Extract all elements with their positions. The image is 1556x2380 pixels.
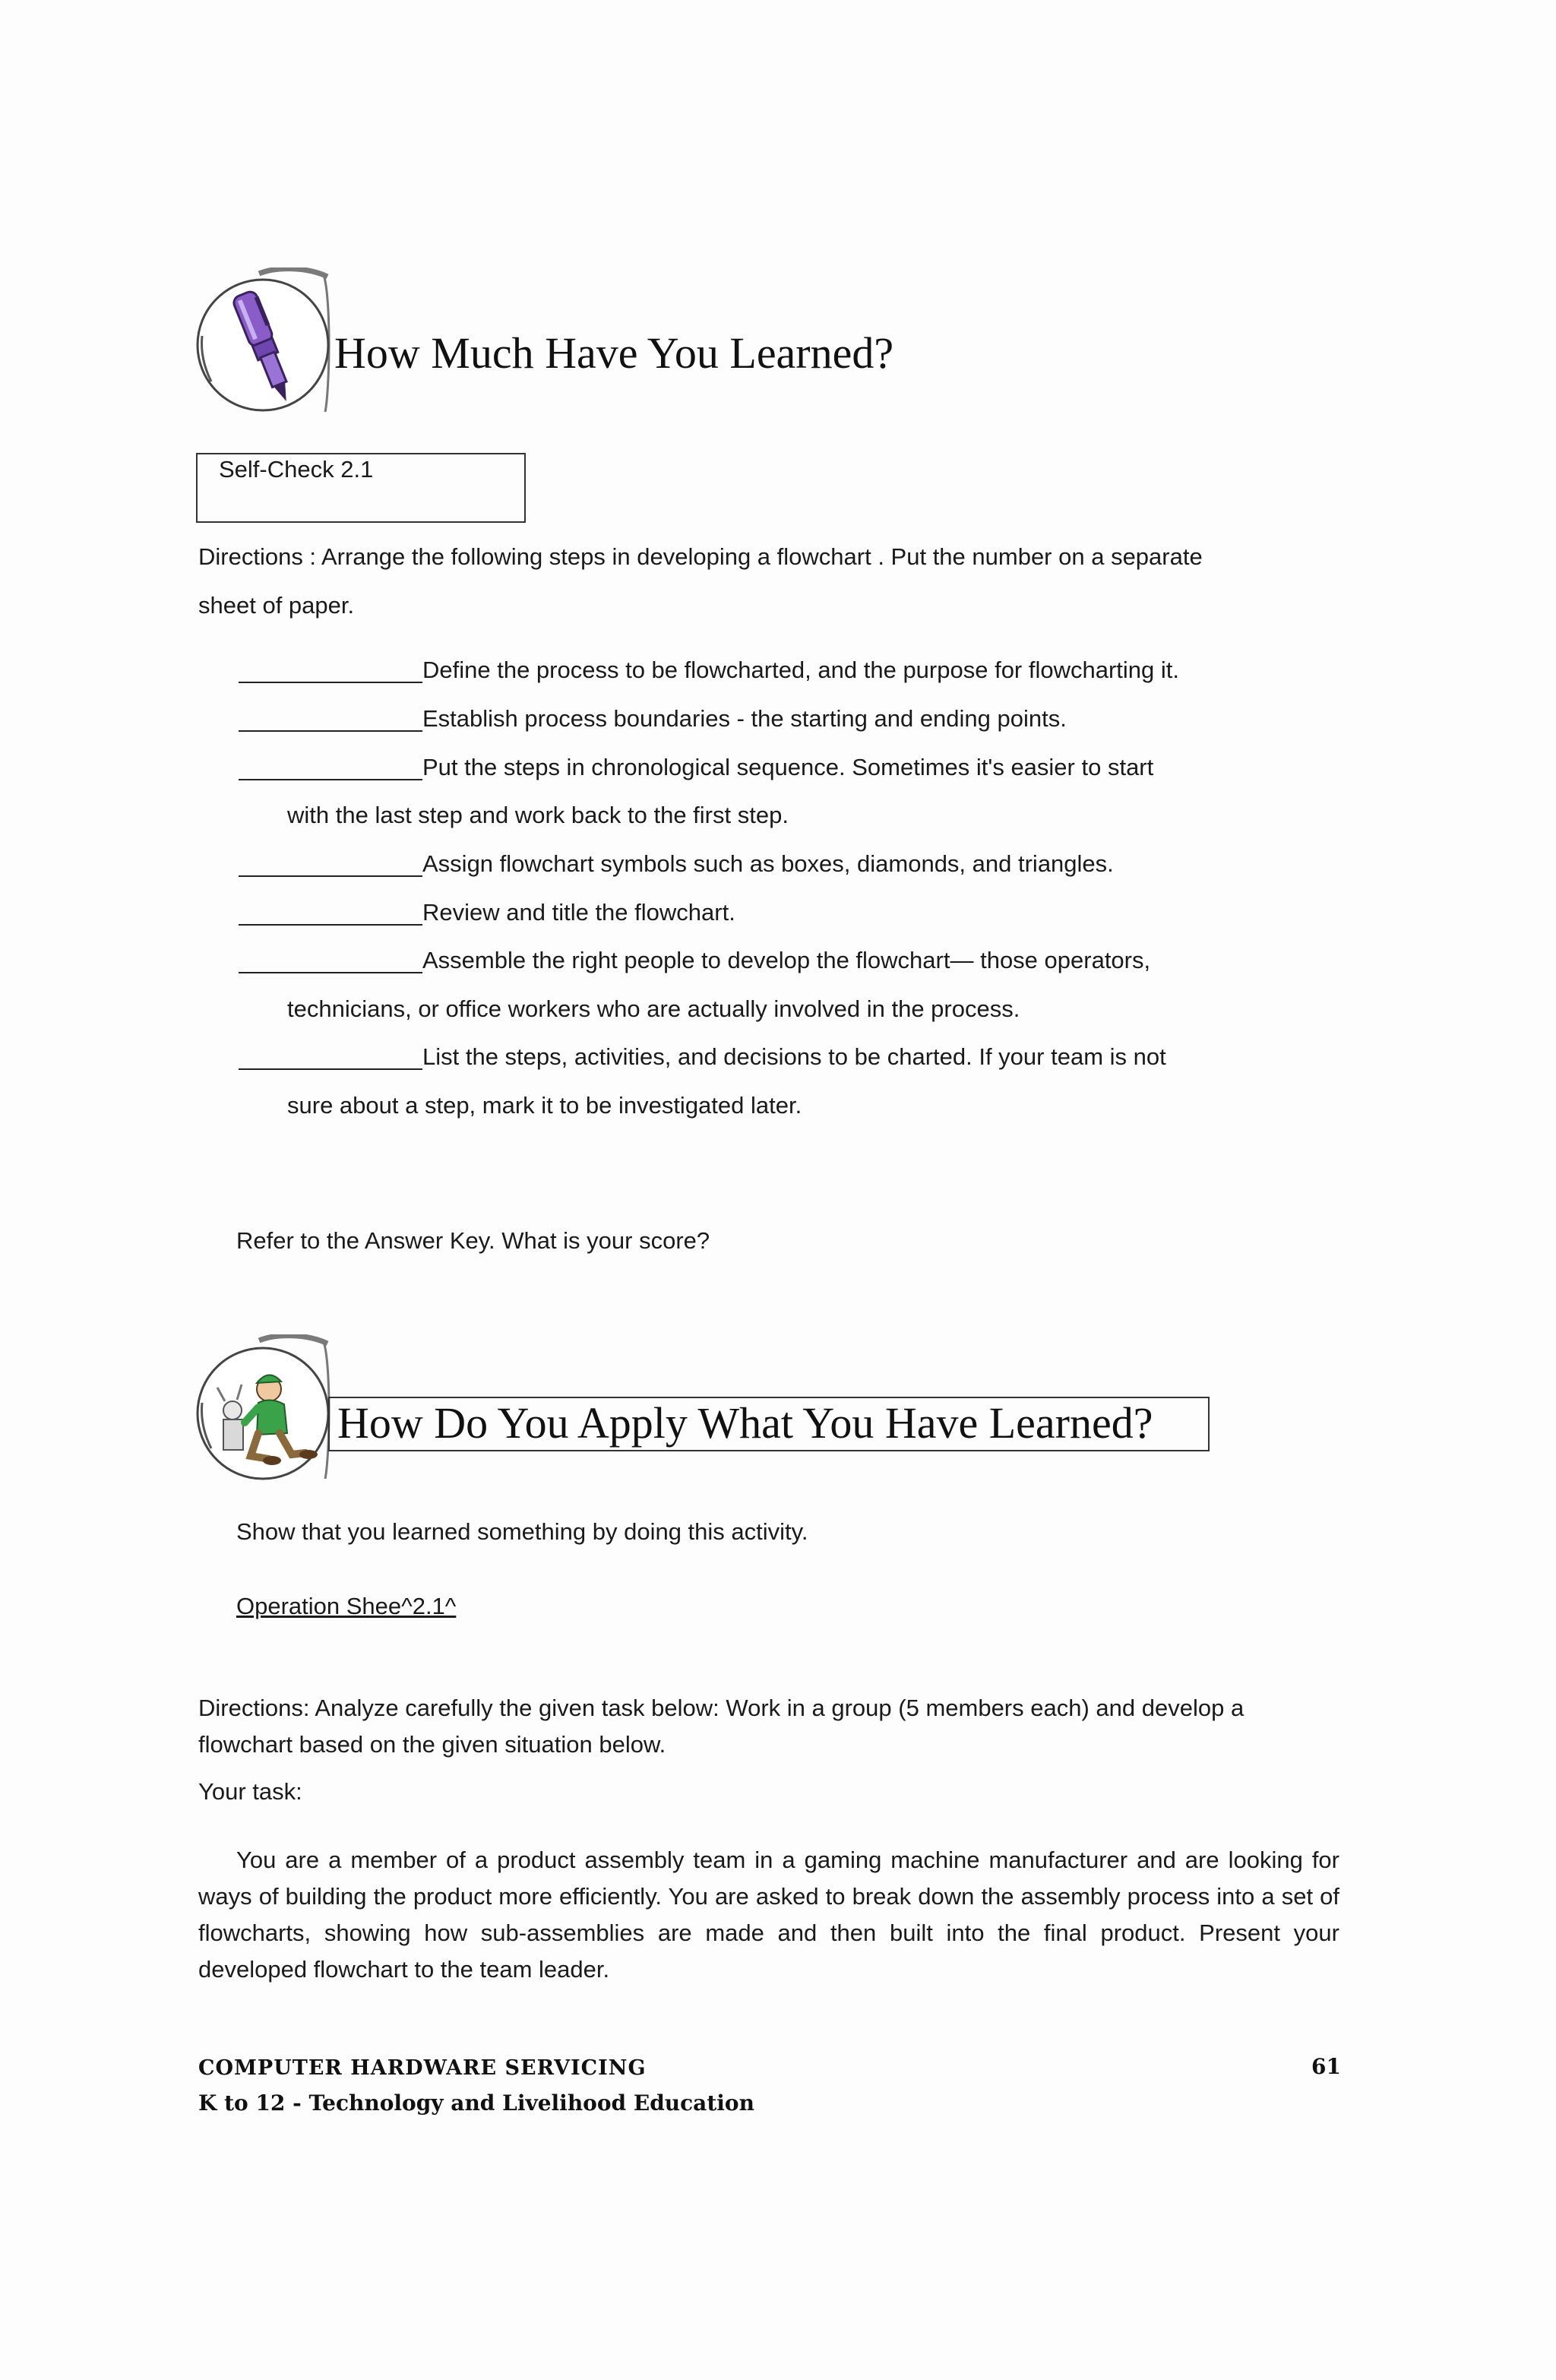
list-item xyxy=(239,658,1179,683)
self-check-box xyxy=(196,453,526,523)
refer-text: Refer to the Answer Key. What is your score? xyxy=(236,1227,710,1254)
section2-title-box xyxy=(328,1397,1210,1451)
answer-blank[interactable] xyxy=(239,1045,422,1070)
operation-sheet-link[interactable]: Operation Shee^2.1^ xyxy=(236,1593,457,1619)
item-text: Assemble the right people to develop the flowchart— those operators, xyxy=(422,947,1151,973)
list-item xyxy=(239,707,1067,732)
list-item xyxy=(239,1045,1166,1070)
self-check-label: Self-Check 2.1 xyxy=(219,456,374,483)
section1-title: How Much Have You Learned? xyxy=(334,328,894,378)
show-text: Show that you learned something by doing this activity. xyxy=(236,1518,808,1545)
item-text: Assign flowchart symbols such as boxes, diamonds, and triangles. xyxy=(422,850,1114,877)
answer-blank[interactable] xyxy=(239,707,422,732)
directions-line2: sheet of paper. xyxy=(198,592,355,619)
worker-figure-icon xyxy=(194,1334,333,1486)
item-continuation: with the last step and work back to the first step. xyxy=(287,802,789,828)
task-directions: Directions: Analyze carefully the given task below: Work in a group (5 members each) and develop a flowchart based on the given situation below. xyxy=(198,1695,1244,1758)
answer-blank[interactable] xyxy=(239,852,422,877)
section2-title: How Do You Apply What You Have Learned? xyxy=(337,1398,1153,1448)
item-text: List the steps, activities, and decisions to be charted. If your team is not xyxy=(422,1043,1166,1070)
worker-icon-badge xyxy=(194,1334,333,1486)
item-text: Put the steps in chronological sequence. Sometimes it's easier to start xyxy=(422,754,1154,780)
footer-subtitle: K to 12 - Technology and Livelihood Education xyxy=(198,2090,754,2116)
list-item xyxy=(239,852,1114,877)
answer-blank[interactable] xyxy=(239,658,422,683)
your-task-label: Your task: xyxy=(198,1778,302,1805)
item-text: Define the process to be flowcharted, and the purpose for flowcharting it. xyxy=(422,657,1180,683)
answer-blank[interactable] xyxy=(239,755,422,780)
item-continuation: sure about a step, mark it to be investigated later. xyxy=(287,1092,802,1119)
answer-blank[interactable] xyxy=(239,900,422,926)
item-text: Review and title the flowchart. xyxy=(422,899,735,926)
pen-icon-badge xyxy=(194,267,333,419)
footer-course-title: COMPUTER HARDWARE SERVICING xyxy=(198,2056,647,2080)
task-paragraph: You are a member of a product assembly team in a gaming machine manufacturer and are looking for ways of building the product more efficiently. You are asked to break down the assembly process into a set of flowcharts, showing how sub-assemblies are made and then built into the final product. Present your developed flowchart to the team leader. xyxy=(198,1847,1339,1983)
pen-icon xyxy=(194,267,333,419)
directions-line1: Directions : Arrange the following steps in developing a flowchart . Put the number on a separate xyxy=(198,543,1203,570)
list-item xyxy=(239,948,1150,973)
list-item xyxy=(239,755,1153,780)
item-continuation: technicians, or office workers who are actually involved in the process. xyxy=(287,995,1020,1022)
answer-blank[interactable] xyxy=(239,948,422,973)
list-item xyxy=(239,900,735,926)
item-text: Establish process boundaries - the starting and ending points. xyxy=(422,705,1067,732)
page-number: 61 xyxy=(1311,2054,1341,2079)
